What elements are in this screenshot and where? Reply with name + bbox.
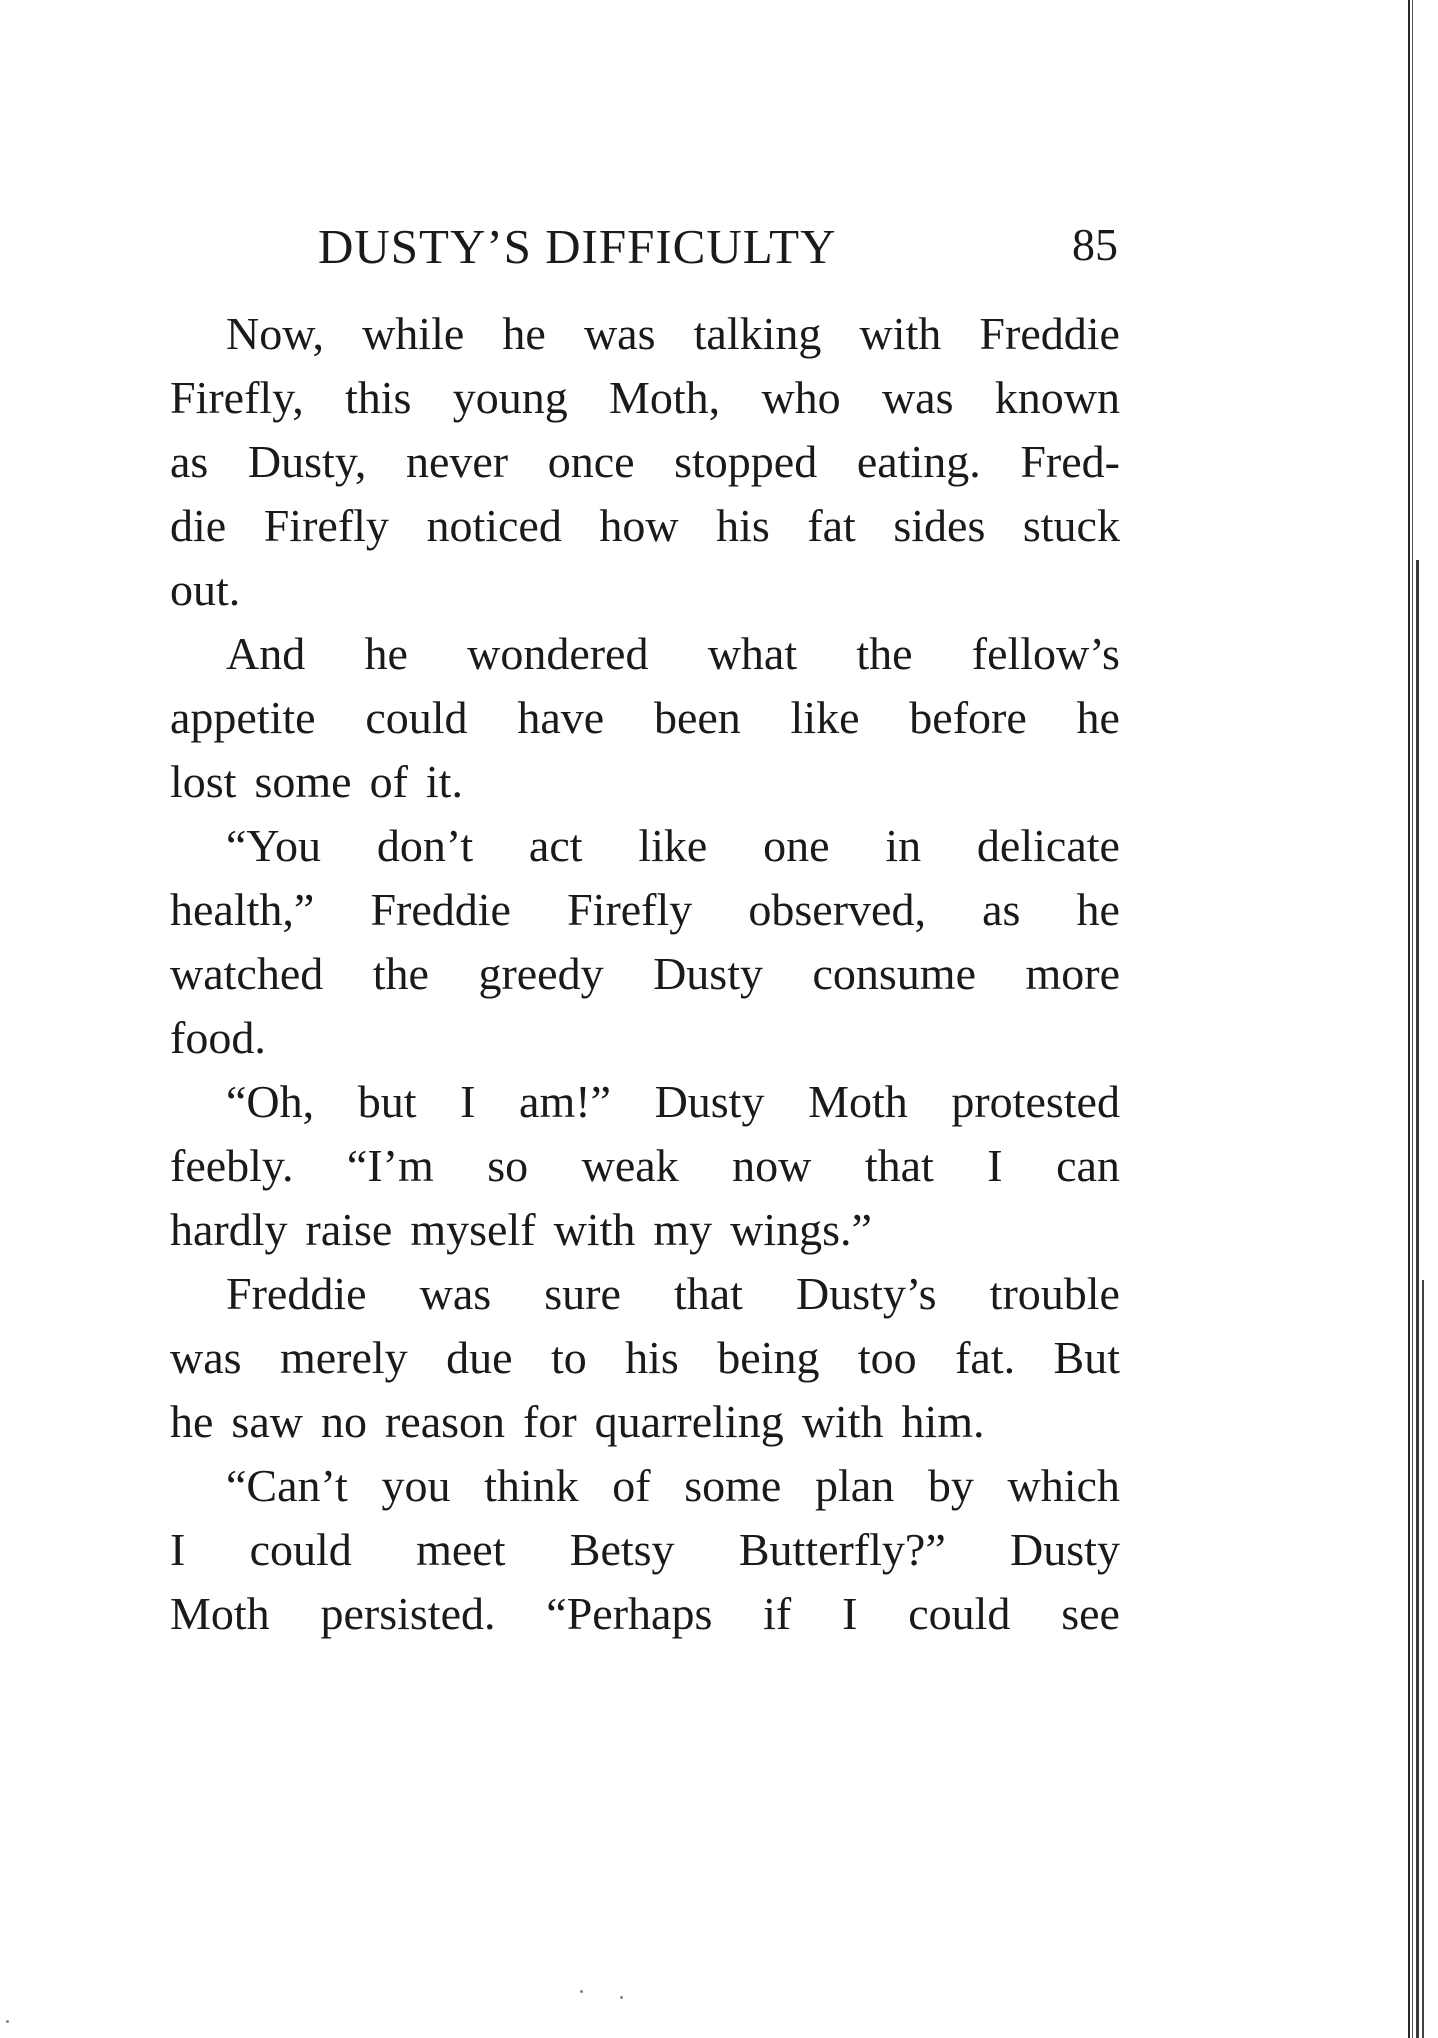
body-text	[170, 302, 1120, 1646]
paragraph	[170, 1454, 1120, 1646]
page-speck	[6, 2020, 9, 2023]
text-line: out.	[170, 564, 241, 615]
running-head	[318, 218, 1118, 278]
text-line: lost some of it.	[170, 756, 463, 807]
text-line: “You don’t act like one in delicate	[226, 820, 1120, 871]
text-line: die Firefly noticed how his fat sides stuck	[170, 500, 1120, 551]
text-line: “Can’t you think of some plan by which	[226, 1460, 1120, 1511]
text-line: Now, while he was talking with Freddie	[226, 308, 1120, 359]
page-speck	[580, 1990, 583, 1993]
paragraph	[170, 622, 1120, 814]
text-line: health,” Freddie Firefly observed, as he	[170, 884, 1120, 935]
text-line: And he wondered what the fellow’s	[226, 628, 1120, 679]
text-line: appetite could have been like before he	[170, 692, 1120, 743]
paragraph	[170, 1262, 1120, 1454]
paragraph	[170, 1070, 1120, 1262]
paragraph	[170, 302, 1120, 622]
text-line: watched the greedy Dusty consume more	[170, 948, 1120, 999]
text-line: he saw no reason for quarreling with him.	[170, 1396, 985, 1447]
page-speck	[620, 1996, 623, 1999]
text-line: as Dusty, never once stopped eating. Fred-	[170, 436, 1120, 487]
text-line: hardly raise myself with my wings.”	[170, 1204, 872, 1255]
text-line: Freddie was sure that Dusty’s trouble	[226, 1268, 1120, 1319]
text-line: Firefly, this young Moth, who was known	[170, 372, 1120, 423]
text-line: “Oh, but I am!” Dusty Moth protested	[226, 1076, 1120, 1127]
running-title: DUSTY’S DIFFICULTY	[318, 219, 837, 274]
text-line: was merely due to his being too fat. But	[170, 1332, 1120, 1383]
text-line: feebly. “I’m so weak now that I can	[170, 1140, 1120, 1191]
binding-edge-scan-artifact	[1404, 0, 1438, 2038]
page-number: 85	[1072, 219, 1118, 270]
text-line: food.	[170, 1012, 266, 1063]
paragraph	[170, 814, 1120, 1070]
text-line: Moth persisted. “Perhaps if I could see	[170, 1588, 1120, 1639]
text-line: I could meet Betsy Butterfly?” Dusty	[170, 1524, 1120, 1575]
